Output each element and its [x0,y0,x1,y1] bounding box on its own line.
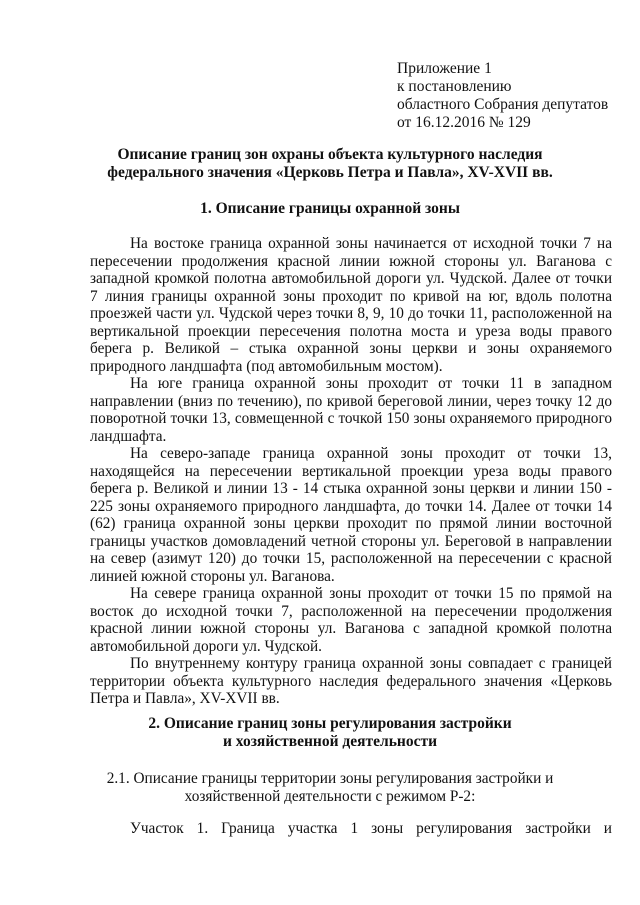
appendix-block [397,60,627,132]
section-1-heading [60,200,600,218]
subsection-heading-line: 2.1. Описание границы территории зоны регулирования застройки и [106,770,554,787]
paragraph: По внутреннему контуру граница охранной зоны совпадает с границей территории объекта культурного наследия федерального значения «Церковь Петра и Павла», XV-XVII вв. [90,655,612,707]
paragraph: На востоке граница охранной зоны начинается от исходной точки 7 на пересечении продолжения красной линии южной стороны ул. Ваганова с западной кромкой полотна автомобильной дороги ул. Чудской. Далее от точки 7 линия границы охранной зоны проходит по кривой на юг, вдоль полотна проезжей части ул. Чудской через точки 8, 9, 10 до точки 11, расположенной на вертикальной проекции пересечения полотна моста и уреза воды правого берега р. Великой – стыка охранной зоны церкви и зоны охраняемого природного ландшафта (под автомобильным мостом). [90,235,612,375]
appendix-line: Приложение 1 [397,60,492,77]
section-1-heading-text: 1. Описание границы охранной зоны [200,200,460,217]
subsection-2-1-heading [60,770,600,806]
document-title-line: федерального значения «Церковь Петра и Павла», XV-XVII вв. [107,164,553,181]
section-1-body [90,235,612,708]
section-2-heading-line: и хозяйственной деятельности [222,733,438,750]
paragraph: На северо-западе граница охранной зоны проходит от точки 13, находящейся на пересечении вертикальной проекции уреза воды правого берега р. Великой и линии 13 - 14 стыка охранной зоны церкви и линии 150 - 225 зоны охраняемого природного ландшафта, до точки 14. Далее от точки 14 (62) граница охранной зоны церкви проходит по прямой линии восточной границы участков домовладений четной стороны ул. Береговой в направлении на север (азимут 120) до точки 15, расположенной на пересечении с красной линией южной стороны ул. Ваганова. [90,445,612,585]
plot-1-description: Участок 1. Граница участка 1 зоны регулирования застройки и [130,820,612,837]
document-title [60,146,600,182]
document-title-line: Описание границ зон охраны объекта культурного наследия [117,146,543,163]
paragraph: На юге граница охранной зоны проходит от точки 11 в западном направлении (вниз по течению), по кривой береговой линии, через точку 12 до поворотной точки 13, совмещенной с точкой 150 зоны охраняемого природного ландшафта. [90,375,612,445]
section-2-heading-line: 2. Описание границ зоны регулирования застройки [148,715,512,732]
appendix-line: к постановлению [397,78,512,95]
section-2-heading [60,715,600,751]
paragraph: На севере граница охранной зоны проходит от точки 15 по прямой на восток до исходной точки 7, расположенной на пересечении продолжения красной линии южной стороны ул. Ваганова с западной кромкой полотна автомобильной дороги ул. Чудской. [90,585,612,655]
appendix-line: от 16.12.2016 № 129 [397,114,531,131]
appendix-line: областного Собрания депутатов [397,96,609,113]
subsection-heading-line: хозяйственной деятельности с режимом Р-2: [184,788,476,805]
